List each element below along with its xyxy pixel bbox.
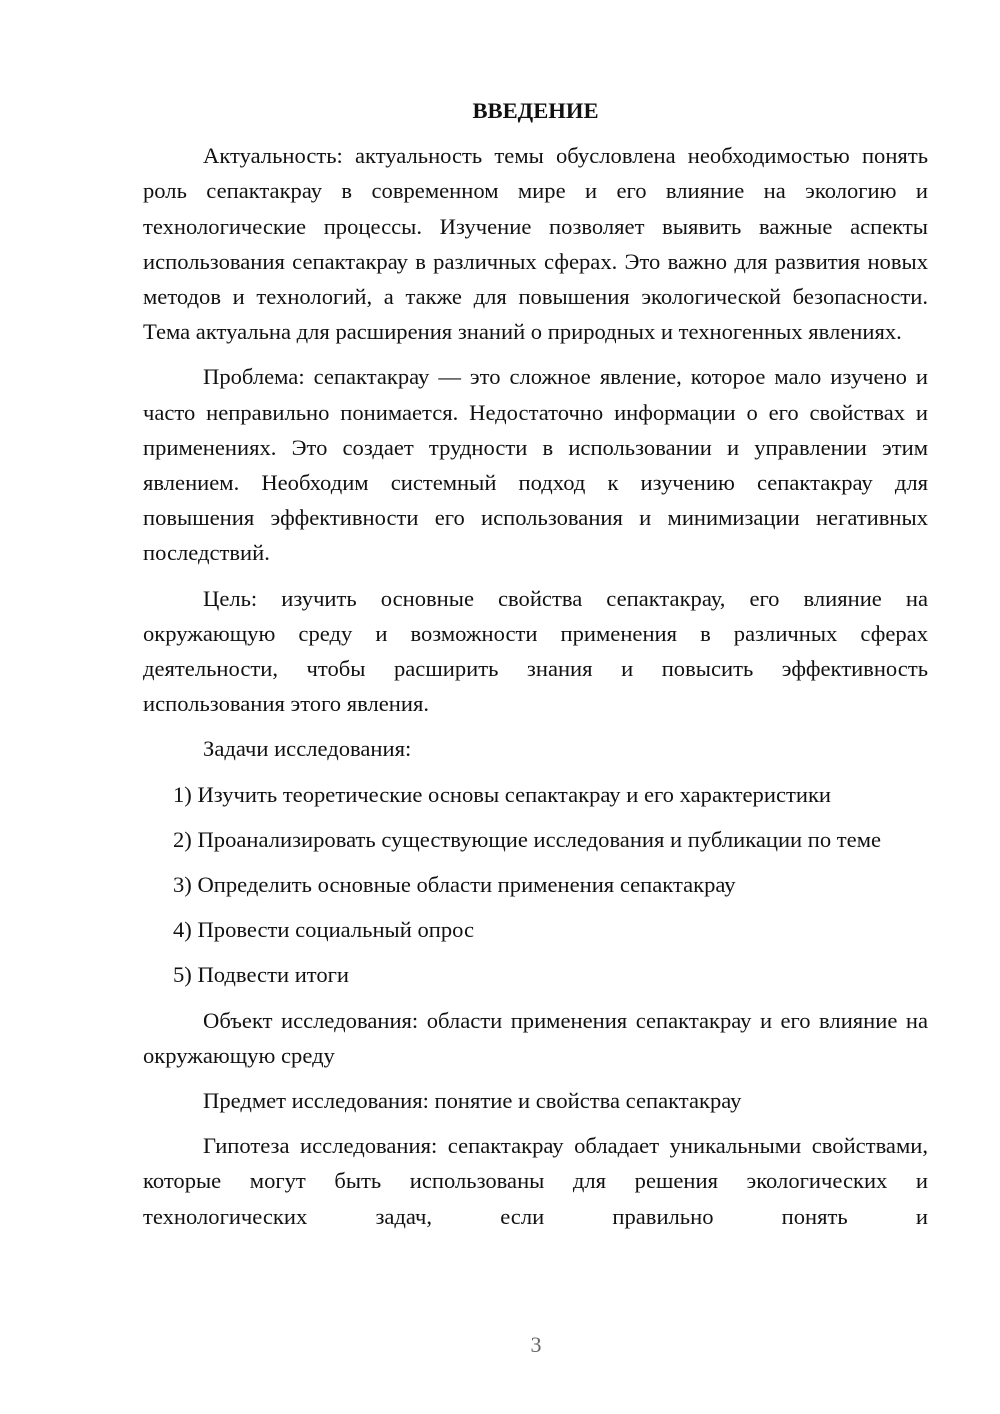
paragraph-relevance: Актуальность: актуальность темы обусловлена необходимостью понять роль сепактакрау в современном мире и его влияние на экологию и технологические процессы. Изучение позволяет выявить важные аспекты использования сепактакрау в различных сферах. Это важно для развития новых методов и технологий, а также для повышения экологической безопасности. Тема актуальна для расширения знаний о природных и техногенных явлениях. — [143, 143, 928, 345]
task-item-1: 1) Изучить теоретические основы сепактакрау и его характеристики — [173, 781, 832, 807]
paragraph-tasks-intro: Задачи исследования: — [203, 736, 412, 762]
task-item-5: 5) Подвести итоги — [173, 962, 350, 988]
page-number: 3 — [530, 1332, 542, 1357]
page-content — [143, 93, 928, 1244]
paragraph-problem: Проблема: сепактакрау — это сложное явление, которое мало изучено и часто неправильно понимается. Недостаточно информации о его свойствах и применениях. Это создает трудности в использовании и управлении этим явлением. Необходим системный подход к изучению сепактакрау для повышения эффективности его использования и минимизации негативных последствий. — [143, 364, 928, 566]
task-item-2: 2) Проанализировать существующие исследования и публикации по теме — [173, 826, 882, 852]
paragraph-subject: Предмет исследования: понятие и свойства сепактакрау — [203, 1088, 742, 1114]
task-item-4: 4) Провести социальный опрос — [173, 917, 475, 943]
task-item-3: 3) Определить основные области применения сепактакрау — [173, 872, 736, 898]
paragraph-object: Объект исследования: области применения сепактакрау и его влияние на окружающую среду — [143, 1007, 928, 1068]
paragraph-hypothesis: Гипотеза исследования: сепактакрау обладает уникальными свойствами, которые могут быть использованы для решения экологических и технологических задач, если правильно понять и — [143, 1133, 928, 1229]
paragraph-goal: Цель: изучить основные свойства сепактакрау, его влияние на окружающую среду и возможности применения в различных сферах деятельности, чтобы расширить знания и повысить эффективность использования этого явления. — [143, 585, 928, 717]
section-heading: ВВЕДЕНИЕ — [472, 98, 599, 123]
